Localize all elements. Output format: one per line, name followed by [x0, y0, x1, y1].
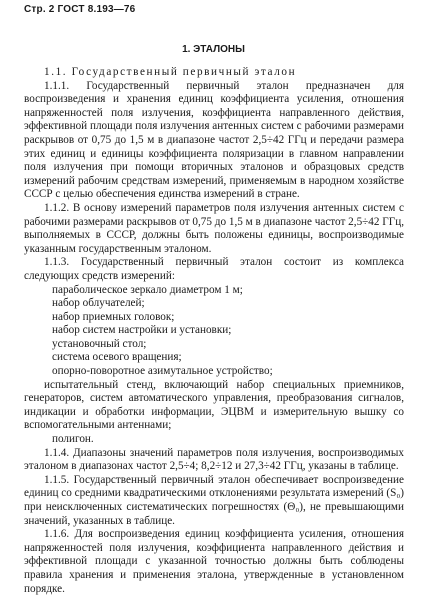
- paragraph-1-1-1: 1.1.1. Государственный первичный эталон предназначен для воспроизведения и хранения единиц коэффициента усиления, отношения напряженностей поля излучения, коэффициента направленного действия, эффективной площади поля излучения антенных систем с рабочими размерами раскрывов от 0,75 до 1,5 м в диапазоне частот 2,5÷42 ГГц и передачи размера этих единиц и единицы коэффициента поляризации в главном направлении поля излучения при помощи вторичных эталонов и образцовых средств измерений рабочим средствам измерений, применяемым в народном хозяйстве СССР с целью обеспечения единства измерений в стране.: [24, 79, 404, 201]
- list-item: набор облучателей;: [52, 297, 145, 310]
- page-header: Стр. 2 ГОСТ 8.193—76: [24, 4, 136, 15]
- list-item: система осевого вращения;: [52, 351, 182, 364]
- paragraph-1-1-2: 1.1.2. В основу измерений параметров поля излучения антенных систем с рабочими размерами раскрывов от 0,75 до 1,5 м в диапазоне частот 2,5÷42 ГГц, выполняемых в СССР, должны быть положены единицы, воспроизводимые указанным государственным эталоном.: [24, 201, 405, 255]
- list-item-polygon: полигон.: [52, 433, 94, 446]
- paragraph-1-1-5: 1.1.5. Государственный первичный эталон обеспечивает воспроизведение единиц со средними квадратическими отклонениями результата измерений (S₀) при неисключенных систематических погрешностях (Θ₀), не превышающими значений, указанных в таблице.: [24, 473, 404, 527]
- list-item: опорно-поворотное азимутальное устройство;: [52, 365, 273, 378]
- paragraph-1-1-6: 1.1.6. Для воспроизведения единиц коэффициента усиления, отношения напряженностей поля излучения, коэффициента направленного действия и эффективной площади с указанной точностью должны быть соблюдены правила хранения и применения эталона, утвержденные в установленном порядке.: [24, 528, 404, 595]
- list-item: параболическое зеркало диаметром 1 м;: [52, 283, 243, 296]
- list-item-stand: испытательный стенд, включающий набор специальных приемников, генераторов, систем автоматического управления, преобразования сигналов, индикации и обработки информации, ЭЦВМ и измерительную вышку со вспомогательными антеннами;: [24, 378, 404, 432]
- paragraph-1-1-4: 1.1.4. Диапазоны значений параметров поля излучения, воспроизводимых эталоном в диапазонах частот 2,5÷4; 8,2÷12 и 27,3÷42 ГГц, указаны в таблице.: [24, 446, 404, 473]
- paragraph-1-1-3: 1.1.3. Государственный первичный эталон состоит из комплекса следующих средств измерений:: [24, 256, 404, 282]
- document-body: [24, 66, 404, 596]
- subsection-heading: 1.1. Государственный первичный эталон: [44, 66, 297, 78]
- list-item: набор приемных головок;: [52, 310, 175, 323]
- list-item: установочный стол;: [52, 337, 147, 350]
- section-title: 1. ЭТАЛОНЫ: [182, 44, 245, 55]
- list-item: набор систем настройки и установки;: [52, 324, 232, 337]
